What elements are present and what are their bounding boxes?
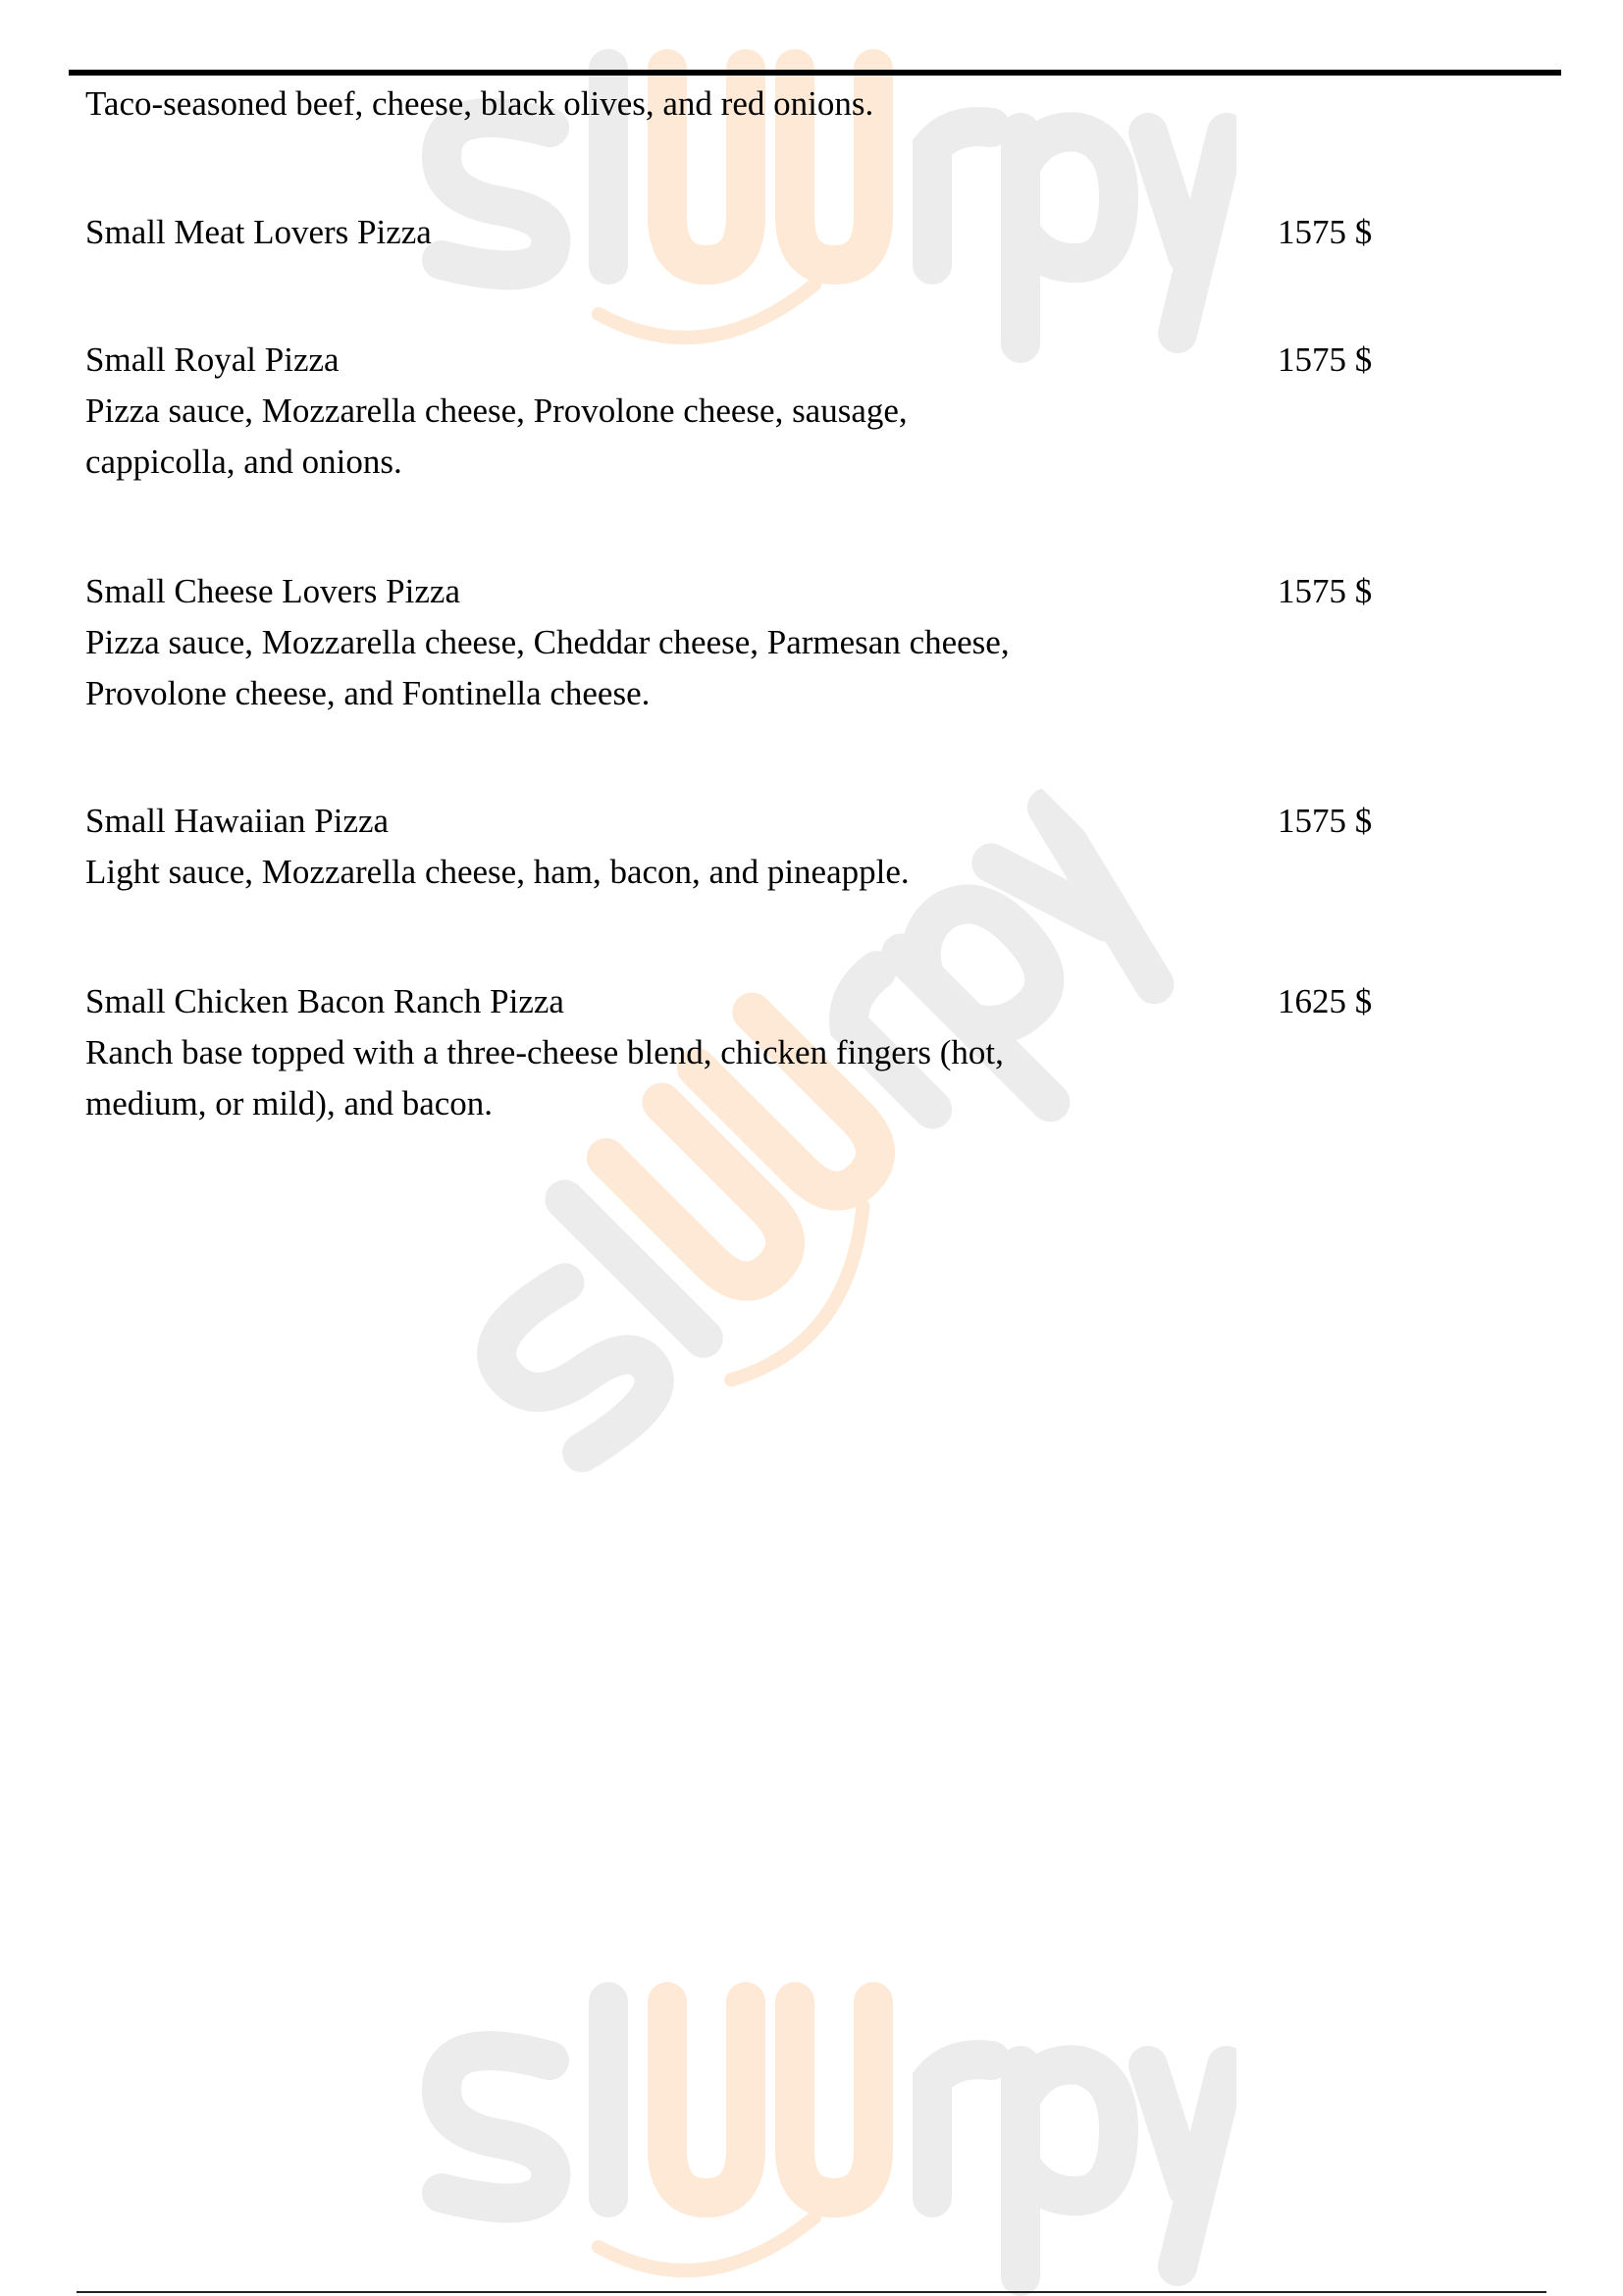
item-description: Taco-seasoned beef, cheese, black olives, and red onions. — [85, 84, 874, 123]
menu-item-description-continued — [85, 78, 1557, 130]
menu-item — [85, 566, 1557, 719]
menu-item — [85, 796, 1557, 898]
watermark-logo-bottom — [402, 1972, 1236, 2296]
menu-item — [85, 207, 1557, 258]
item-name: Small Chicken Bacon Ranch Pizza — [85, 982, 564, 1020]
item-description: medium, or mild), and bacon. — [85, 1084, 494, 1122]
item-price: 1575 $ — [1278, 572, 1373, 610]
item-name: Small Royal Pizza — [85, 340, 340, 379]
menu-item — [85, 976, 1557, 1129]
item-description: cappicolla, and onions. — [85, 443, 402, 481]
item-name: Small Hawaiian Pizza — [85, 802, 390, 840]
menu-item — [85, 335, 1557, 488]
bottom-divider — [77, 2291, 1546, 2293]
item-name: Small Cheese Lovers Pizza — [85, 572, 460, 610]
item-description: Ranch base topped with a three-cheese blend, chicken fingers (hot, — [85, 1033, 1004, 1071]
item-description: Pizza sauce, Mozzarella cheese, Provolone cheese, sausage, — [85, 391, 908, 430]
item-price: 1625 $ — [1278, 982, 1373, 1020]
item-description: Pizza sauce, Mozzarella cheese, Cheddar cheese, Parmesan cheese, — [85, 623, 1010, 661]
item-description: Light sauce, Mozzarella cheese, ham, bacon, and pineapple. — [85, 853, 910, 891]
item-price: 1575 $ — [1278, 340, 1373, 379]
item-name: Small Meat Lovers Pizza — [85, 213, 432, 251]
item-description: Provolone cheese, and Fontinella cheese. — [85, 674, 651, 712]
item-price: 1575 $ — [1278, 802, 1373, 840]
top-divider — [69, 70, 1561, 76]
item-price: 1575 $ — [1278, 213, 1373, 251]
